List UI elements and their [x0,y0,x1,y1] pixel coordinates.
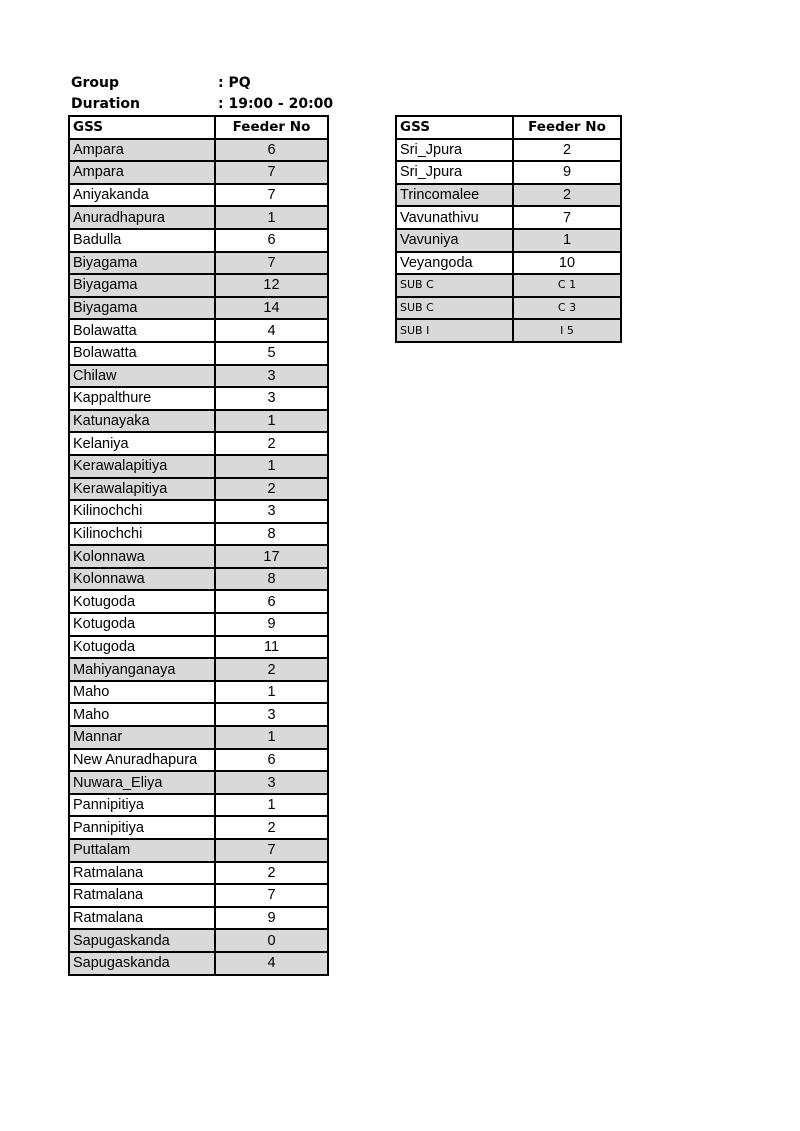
feeder-cell: 0 [215,929,328,952]
table-row [69,523,328,546]
table-row [69,613,328,636]
gss-cell: Kilinochchi [69,500,215,523]
feeder-cell: C 1 [513,274,621,297]
feeder-cell: 17 [215,545,328,568]
gss-cell: Biyagama [69,274,215,297]
feeder-cell: 2 [513,139,621,162]
gss-cell: Maho [69,681,215,704]
feeder-cell: 2 [215,862,328,885]
feeder-cell: 3 [215,500,328,523]
feeder-cell: 3 [215,771,328,794]
gss-cell: Mannar [69,726,215,749]
gss-cell: Aniyakanda [69,184,215,207]
feeder-cell: 7 [215,884,328,907]
table-row [69,478,328,501]
table-row [69,274,328,297]
duration-label: Duration [71,96,141,112]
feeder-cell: 4 [215,319,328,342]
gss-cell: Kolonnawa [69,545,215,568]
table-row [69,749,328,772]
feeder-cell: 6 [215,590,328,613]
gss-cell: Nuwara_Eliya [69,771,215,794]
feeder-table-right [395,115,622,343]
gss-cell: Kilinochchi [69,523,215,546]
feeder-cell: 6 [215,139,328,162]
gss-cell: Badulla [69,229,215,252]
gss-column-header: GSS [396,116,513,139]
feeder-cell: 3 [215,703,328,726]
table-row [396,297,621,320]
gss-cell: Bolawatta [69,342,215,365]
table-row [69,432,328,455]
table-row [69,929,328,952]
feeder-cell: 6 [215,749,328,772]
feeder-cell: 1 [215,794,328,817]
gss-cell: Maho [69,703,215,726]
feeder-cell: 9 [513,161,621,184]
feeder-cell: 8 [215,568,328,591]
table-row [69,658,328,681]
table-row [396,184,621,207]
table-row [69,884,328,907]
feeder-column-header: Feeder No [513,116,621,139]
gss-cell: Kerawalapitiya [69,478,215,501]
feeder-cell: 2 [513,184,621,207]
table-row [69,184,328,207]
gss-cell: Ampara [69,139,215,162]
feeder-cell: 7 [513,206,621,229]
table-row [396,274,621,297]
feeder-cell: 2 [215,816,328,839]
table-row [69,252,328,275]
feeder-column-header: Feeder No [215,116,328,139]
feeder-cell: 3 [215,387,328,410]
feeder-cell: 9 [215,907,328,930]
table-row [69,319,328,342]
feeder-cell: I 5 [513,319,621,342]
feeder-cell: 7 [215,184,328,207]
table-row [69,500,328,523]
feeder-cell: 1 [215,410,328,433]
gss-cell: Puttalam [69,839,215,862]
table-row [69,816,328,839]
feeder-cell: 2 [215,478,328,501]
gss-cell: Kelaniya [69,432,215,455]
feeder-cell: 12 [215,274,328,297]
gss-cell: Kotugoda [69,590,215,613]
feeder-cell: 7 [215,161,328,184]
table-row [396,229,621,252]
feeder-cell: 9 [215,613,328,636]
gss-cell: Chilaw [69,365,215,388]
group-value: : PQ [218,75,251,91]
left-table-body [69,139,328,975]
gss-cell: SUB C [396,297,513,320]
right-table-body [396,139,621,342]
gss-cell: Sri_Jpura [396,161,513,184]
gss-cell: Sapugaskanda [69,929,215,952]
gss-cell: Kolonnawa [69,568,215,591]
table-row [69,568,328,591]
table-row [69,229,328,252]
feeder-cell: 14 [215,297,328,320]
gss-cell: Sapugaskanda [69,952,215,975]
gss-cell: Anuradhapura [69,206,215,229]
gss-cell: Ratmalana [69,907,215,930]
gss-cell: Biyagama [69,297,215,320]
table-row [69,297,328,320]
gss-cell: Veyangoda [396,252,513,275]
table-row [69,365,328,388]
table-row [69,862,328,885]
feeder-cell: 4 [215,952,328,975]
feeder-cell: 2 [215,432,328,455]
gss-cell: Mahiyanganaya [69,658,215,681]
feeder-cell: C 3 [513,297,621,320]
gss-cell: Biyagama [69,252,215,275]
table-row [396,319,621,342]
gss-cell: Vavunathivu [396,206,513,229]
table-row [396,206,621,229]
table-row [69,771,328,794]
feeder-cell: 8 [215,523,328,546]
gss-cell: Ratmalana [69,884,215,907]
feeder-cell: 3 [215,365,328,388]
table-row [396,139,621,162]
table-row [69,161,328,184]
gss-cell: Ratmalana [69,862,215,885]
gss-cell: Kerawalapitiya [69,455,215,478]
table-row [69,636,328,659]
feeder-table-left [68,115,329,976]
gss-cell: Ampara [69,161,215,184]
table-row [69,726,328,749]
gss-cell: Kotugoda [69,613,215,636]
table-row [69,952,328,975]
feeder-cell: 7 [215,839,328,862]
feeder-cell: 7 [215,252,328,275]
feeder-cell: 10 [513,252,621,275]
table-row [69,907,328,930]
feeder-cell: 1 [215,206,328,229]
table-row [69,139,328,162]
table-row [396,161,621,184]
table-row [69,681,328,704]
table-row [69,455,328,478]
table-row [69,590,328,613]
table-row [69,839,328,862]
table-header-row [69,116,328,139]
feeder-cell: 6 [215,229,328,252]
duration-value: : 19:00 - 20:00 [218,96,334,112]
feeder-cell: 2 [215,658,328,681]
gss-cell: New Anuradhapura [69,749,215,772]
gss-cell: Kappalthure [69,387,215,410]
table-row [69,794,328,817]
feeder-cell: 5 [215,342,328,365]
feeder-cell: 1 [215,726,328,749]
gss-cell: Sri_Jpura [396,139,513,162]
gss-cell: Pannipitiya [69,816,215,839]
table-header-row [396,116,621,139]
gss-cell: SUB I [396,319,513,342]
gss-column-header: GSS [69,116,215,139]
table-row [69,545,328,568]
gss-cell: SUB C [396,274,513,297]
gss-cell: Bolawatta [69,319,215,342]
group-label: Group [71,75,120,91]
gss-cell: Vavuniya [396,229,513,252]
table-row [69,387,328,410]
table-row [396,252,621,275]
gss-cell: Katunayaka [69,410,215,433]
feeder-cell: 1 [215,681,328,704]
gss-cell: Trincomalee [396,184,513,207]
table-row [69,410,328,433]
table-row [69,342,328,365]
feeder-cell: 1 [513,229,621,252]
feeder-cell: 11 [215,636,328,659]
table-row [69,703,328,726]
gss-cell: Kotugoda [69,636,215,659]
table-row [69,206,328,229]
gss-cell: Pannipitiya [69,794,215,817]
feeder-cell: 1 [215,455,328,478]
